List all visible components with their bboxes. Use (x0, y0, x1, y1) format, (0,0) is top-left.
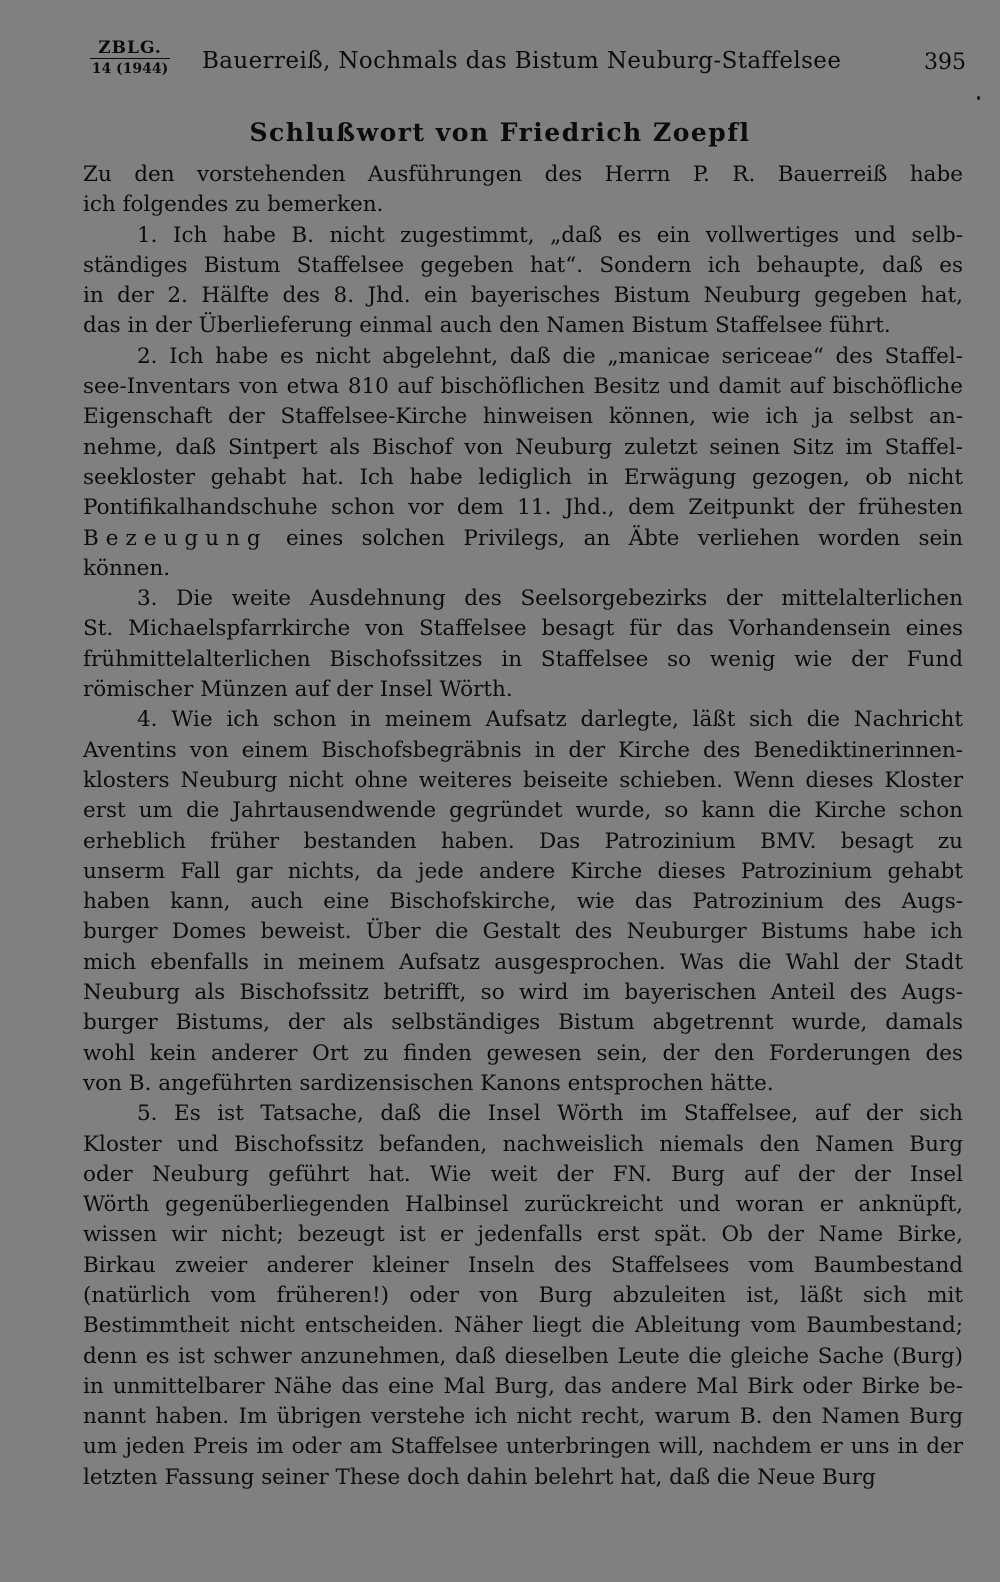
text-line: frühmittelalterlichen Bischofssitzes in Staffelsee so wenig wie der Fund (83, 646, 963, 672)
journal-reference (90, 40, 170, 77)
journal-abbreviation: ZBLG. (98, 38, 162, 58)
text-line: können. (83, 555, 171, 581)
text-line: römischer Münzen auf der Insel Wörth. (83, 677, 513, 703)
text-line: (natürlich vom früheren!) oder von Burg abzuleiten ist, läßt sich mit (83, 1282, 963, 1308)
text-line: seekloster gehabt hat. Ich habe lediglich in Erwägung gezogen, ob nicht (83, 464, 963, 490)
journal-rule (90, 58, 170, 59)
text-line: Kloster und Bischofssitz befanden, nachweislich niemals den Namen Burg (83, 1131, 963, 1157)
text-line: 2. Ich habe es nicht abgelehnt, daß die „manicae sericeae“ des Staffel- (137, 343, 963, 369)
text-line: ich folgendes zu bemerken. (83, 192, 384, 218)
text-line: 5. Es ist Tatsache, daß die Insel Wörth im Staffelsee, auf der sich (137, 1101, 963, 1127)
text-line: 4. Wie ich schon in meinem Aufsatz darlegte, läßt sich die Nachricht (137, 707, 963, 733)
text-line: in der 2. Hälfte des 8. Jhd. ein bayerisches Bistum Neuburg gegeben hat, (83, 283, 963, 309)
text-line: das in der Überlieferung einmal auch den Namen Bistum Staffelsee führt. (83, 313, 891, 339)
text-line: Pontifikalhandschuhe schon vor dem 11. Jhd., dem Zeitpunkt der frühesten (83, 495, 963, 521)
text-line: erst um die Jahrtausendwende gegründet wurde, so kann die Kirche schon (83, 798, 963, 824)
text-line: ständiges Bistum Staffelsee gegeben hat“. Sondern ich behaupte, daß es (83, 252, 963, 278)
text-line: 3. Die weite Ausdehnung des Seelsorgebezirks der mittelalterlichen (137, 586, 963, 612)
text-line: haben kann, auch eine Bischofskirche, wie das Patrozinium des Augs- (83, 889, 963, 915)
text-line: denn es ist schwer anzunehmen, daß dieselben Leute die gleiche Sache (Burg) (83, 1343, 963, 1369)
text-line: Neuburg als Bischofssitz betrifft, so wird im bayerischen Anteil des Augs- (83, 980, 963, 1006)
running-title: Bauerreiß, Nochmals das Bistum Neuburg-Staffelsee (202, 48, 842, 74)
text-line: burger Bistums, der als selbständiges Bistum abgetrennt wurde, damals (83, 1010, 963, 1036)
paragraph (83, 705, 963, 1099)
text-line: oder Neuburg geführt hat. Wie weit der FN. Burg auf der der Insel (83, 1161, 963, 1187)
section-title: Schlußwort von Friedrich Zoepfl (249, 118, 751, 147)
paragraph (83, 221, 963, 342)
text-line: Aventins von einem Bischofsbegräbnis in der Kirche des Benediktinerinnen- (83, 737, 963, 763)
page-header (84, 38, 970, 88)
scan-speck (977, 96, 980, 100)
text-line: letzten Fassung seiner These doch dahin belehrt hat, daß die Neue Burg (83, 1464, 876, 1490)
text-line: um jeden Preis im oder am Staffelsee unterbringen will, nachdem er uns in der (83, 1434, 963, 1460)
text-line: klosters Neuburg nicht ohne weiteres beiseite schieben. Wenn dieses Kloster (83, 767, 963, 793)
text-line: Wörth gegenüberliegenden Halbinsel zurückreicht und woran er anknüpft, (83, 1192, 963, 1218)
text-line: wohl kein anderer Ort zu finden gewesen sein, der den Forderungen des (83, 1040, 963, 1066)
text-line: erheblich früher bestanden haben. Das Patrozinium BMV. besagt zu (83, 828, 963, 854)
page-number: 395 (924, 50, 966, 75)
text-line: see-Inventars von etwa 810 auf bischöflichen Besitz und damit auf bischöfliche (83, 374, 963, 400)
paragraph (83, 1099, 963, 1493)
text-line: 1. Ich habe B. nicht zugestimmt, „daß es ein vollwertiges und selb- (137, 222, 963, 248)
text-line: St. Michaelspfarrkirche von Staffelsee besagt für das Vorhandensein eines (83, 616, 963, 642)
text-line: wissen wir nicht; bezeugt ist er jedenfalls erst spät. Ob der Name Birke, (83, 1222, 963, 1248)
text-line: Birkau zweier anderer kleiner Inseln des Staffelsees vom Baumbestand (83, 1252, 963, 1278)
text-line: unserm Fall gar nichts, da jede andere Kirche dieses Patrozinium gehabt (83, 858, 963, 884)
body-text (83, 160, 963, 1493)
paragraph (83, 584, 963, 705)
text-line: burger Domes beweist. Über die Gestalt des Neuburger Bistums habe ich (83, 919, 963, 945)
text-line: mich ebenfalls in meinem Aufsatz ausgesprochen. Was die Wahl der Stadt (83, 949, 963, 975)
journal-volume: 14 (1944) (91, 61, 169, 77)
text-line: Bestimmtheit nicht entscheiden. Näher liegt die Ableitung vom Baumbestand; (83, 1313, 963, 1339)
text-line: nehme, daß Sintpert als Bischof von Neuburg zuletzt seinen Sitz im Staffel- (83, 434, 963, 460)
emphasized-word: Bezeugung (83, 525, 268, 551)
paragraph (83, 342, 963, 584)
text-line: Zu den vorstehenden Ausführungen des Herrn P. R. Bauerreiß habe (83, 162, 963, 187)
text-line: nannt haben. Im übrigen verstehe ich nicht recht, warum B. den Namen Burg (83, 1404, 963, 1430)
paragraph (83, 160, 963, 221)
text-line: von B. angeführten sardizensischen Kanons entsprochen hätte. (83, 1070, 774, 1096)
text-line: Bezeugung eines solchen Privilegs, an Äbte verliehen worden sein (83, 525, 963, 551)
text-line: Eigenschaft der Staffelsee-Kirche hinweisen können, wie ich ja selbst an- (83, 404, 963, 430)
text-line: in unmittelbarer Nähe das eine Mal Burg, das andere Mal Birk oder Birke be- (83, 1373, 963, 1399)
